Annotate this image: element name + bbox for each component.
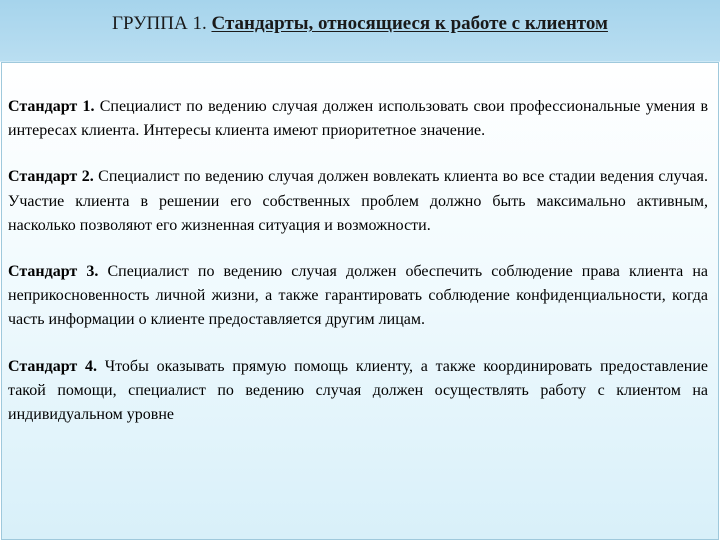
standard-4-text: Чтобы оказывать прямую помощь клиенту, а также координировать предоставление такой помощи, специалист по ведению случая должен осуществлять работу с клиентом на индивидуальном уровне [8,357,708,424]
title-group: ГРУППА 1. [112,13,207,34]
standard-1 [8,95,708,143]
standard-2 [8,165,708,238]
title-main: Стандарты, относящиеся к работе с клиентом [211,13,608,34]
standard-4-label: Стандарт 4. [8,357,97,375]
standard-2-text: Специалист по ведению случая должен вовлекать клиента во все стадии ведения случая. Участие клиента в решении его собственных проблем должно быть максимально активным, насколько позволяют его жизненная ситуация и возможности. [8,168,708,234]
title-band [0,0,720,62]
standard-4 [8,355,708,428]
slide-title [0,13,720,35]
standard-3 [8,260,708,333]
standard-1-label: Стандарт 1. [8,98,95,115]
standard-3-label: Стандарт 3. [8,263,99,281]
standard-3-text: Специалист по ведению случая должен обеспечить соблюдение права клиента на неприкосновенность личной жизни, а также гарантировать соблюдение конфиденциальности, когда часть информации о клиенте предоставляется другим лицам. [8,263,709,329]
standard-1-text: Специалист по ведению случая должен использовать свои профессиональные умения в интересах клиента. Интересы клиента имеют приоритетное значение. [8,98,709,140]
standards-list [8,95,708,449]
standard-2-label: Стандарт 2. [8,168,94,186]
